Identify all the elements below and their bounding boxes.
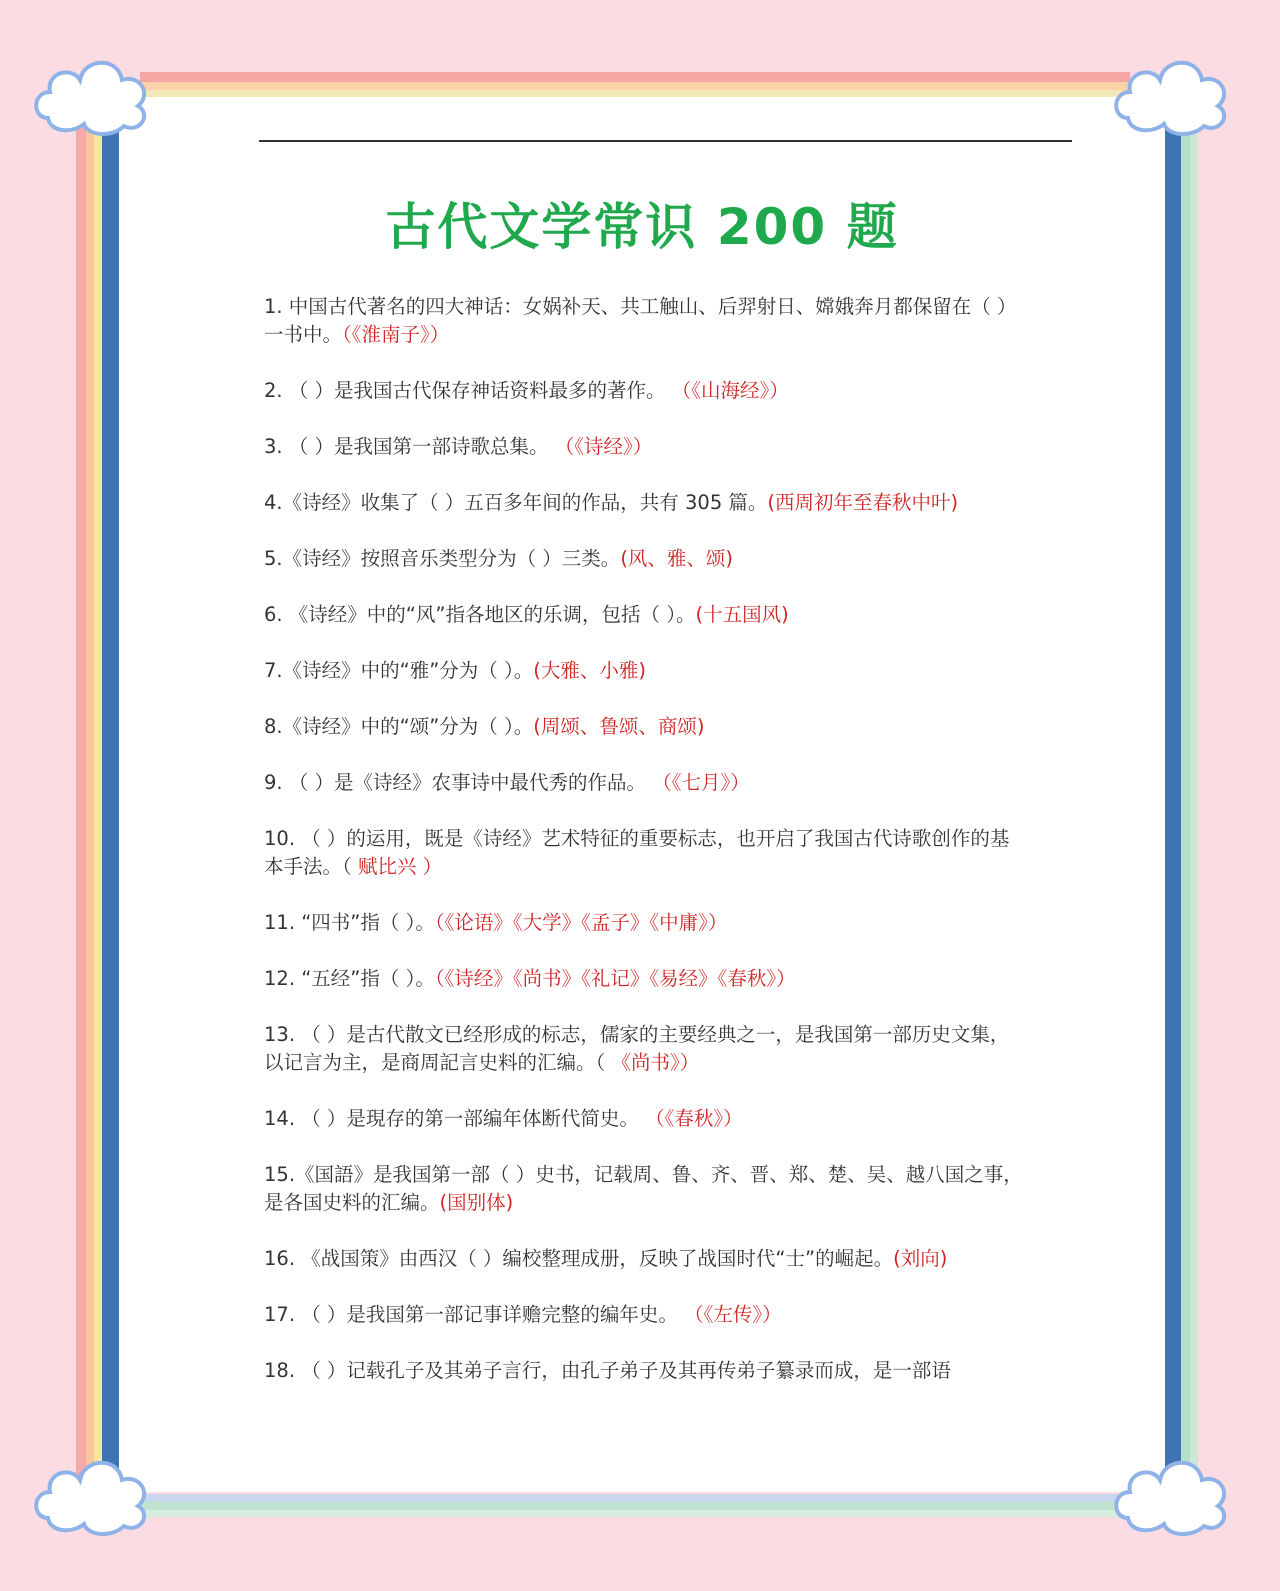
question-item: 1. 中国古代著名的四大神话：女娲补天、共工触山、后羿射日、嫦娥奔月都保留在（ ）一书中。（《淮南子》）: [264, 295, 1017, 346]
question-item: 12. “五经”指（ ）。（《诗经》《尚书》《礼记》《易经》《春秋》）: [264, 967, 796, 990]
question-item: 4.《诗经》收集了（ ）五百多年间的作品，共有 305 篇。(西周初年至春秋中叶): [264, 491, 959, 514]
left-stripe-pink: [76, 95, 86, 1495]
question-item: 8.《诗经》中的“颂”分为（ ）。(周颂、鲁颂、商颂): [264, 715, 705, 738]
question-item: 14. （ ）是現存的第一部编年体断代简史。 （《春秋》）: [264, 1107, 743, 1130]
page-title: 古代文学常识 200 题: [385, 198, 899, 256]
top-stripe-yellow: [140, 90, 1130, 97]
question-item: 18. （ ）记载孔子及其弟子言行，由孔子弟子及其再传弟子纂录而成，是一部语: [264, 1359, 951, 1382]
bottom-stripe-mint: [140, 1510, 1130, 1517]
question-item: 11. “四书”指（ ）。（《论语》《大学》《孟子》《中庸》）: [264, 911, 728, 934]
cloud-icon-bottom-left: [28, 1440, 158, 1540]
left-blue-border: [102, 97, 119, 1492]
cloud-icon-top-right: [1108, 40, 1238, 140]
cloud-icon-top-left: [28, 40, 158, 140]
question-item: 16. 《战国策》由西汉（ ）编校整理成册，反映了战国时代“士”的崛起。(刘向): [264, 1247, 948, 1270]
question-item: 10. （ ）的运用，既是《诗经》艺术特征的重要标志，也开启了我国古代诗歌创作的基本手法。（ 赋比兴 ）: [264, 827, 1010, 878]
right-stripe-green: [1181, 95, 1190, 1495]
question-item: 6. 《诗经》中的“风”指各地区的乐调，包括（ ）。(十五国风): [264, 603, 789, 626]
question-item: 9. （ ）是《诗经》农事诗中最代秀的作品。 （《七月》）: [264, 771, 750, 794]
question-item: 15.《国語》是我国第一部（ ）史书，记载周、鲁、齐、晋、郑、楚、吴、越八国之事，是各国史料的汇编。(国别体): [264, 1163, 1023, 1214]
question-item: 2. （ ）是我国古代保存神话资料最多的著作。 （《山海经》）: [264, 379, 789, 402]
bottom-stripe-blue: [140, 1494, 1130, 1502]
right-blue-border: [1165, 97, 1181, 1492]
bottom-stripe-green: [140, 1502, 1130, 1510]
question-item: 17. （ ）是我国第一部记事详赡完整的编年史。 （《左传》）: [264, 1303, 782, 1326]
question-item: 7.《诗经》中的“雅”分为（ ）。(大雅、小雅): [264, 659, 646, 682]
document-page: [119, 97, 1165, 1492]
cloud-icon-bottom-right: [1108, 1440, 1238, 1540]
header-rule: [259, 140, 1072, 142]
top-stripe-orange: [140, 82, 1130, 90]
left-stripe-yellow: [94, 95, 102, 1495]
left-stripe-orange: [86, 95, 94, 1495]
top-stripe-pink: [140, 72, 1130, 82]
question-list: [264, 293, 1024, 1413]
question-item: 13. （ ）是古代散文已经形成的标志，儒家的主要经典之一，是我国第一部历史文集，以记言为主，是商周記言史料的汇编。（ 《尚书》）: [264, 1023, 1010, 1074]
question-item: 3. （ ）是我国第一部诗歌总集。 （《诗经》）: [264, 435, 653, 458]
question-item: 5.《诗经》按照音乐类型分为（ ）三类。(风、雅、颂): [264, 547, 734, 570]
right-stripe-mint: [1190, 95, 1198, 1495]
